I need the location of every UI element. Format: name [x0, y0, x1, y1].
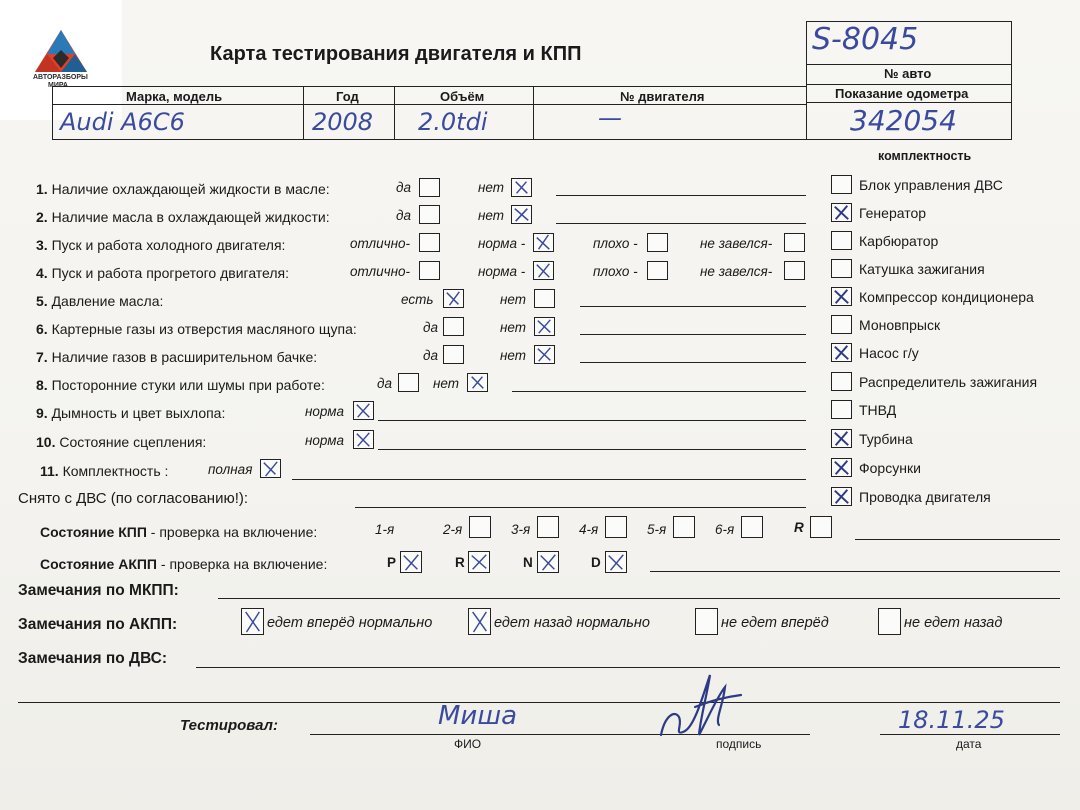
akpp-opt-3-box[interactable] [878, 608, 901, 635]
date-label: дата [956, 737, 982, 751]
q3-nostart-label: не завелся- [700, 236, 773, 251]
q4-bad-label: плохо - [593, 264, 638, 279]
q3-nostart-box[interactable] [784, 233, 805, 252]
akpp-opt-2-label: не едет вперёд [721, 615, 829, 631]
q4-bad-box[interactable] [647, 261, 668, 280]
q5-present-label: есть [401, 292, 434, 307]
akpp-suffix: - проверка на включение: [157, 556, 328, 572]
q10-label: Состояние сцепления: [59, 434, 207, 450]
q8-no-box[interactable] [467, 373, 488, 392]
gear-5-box[interactable] [673, 516, 695, 538]
q6-yes-box[interactable] [443, 317, 464, 336]
q7-num: 7. [36, 349, 48, 365]
comp-label-5: Моновпрыск [859, 317, 941, 333]
comp-check-7[interactable] [831, 372, 852, 391]
q11-full-label: полная [208, 462, 253, 477]
q1-yes-box[interactable] [419, 178, 440, 197]
date-value: 18.11.25 [898, 706, 1005, 734]
comp-label-2: Карбюратор [859, 233, 939, 249]
comp-label-6: Насос г/у [859, 345, 919, 361]
volume-value: 2.0tdi [418, 108, 488, 136]
q4-num: 4. [36, 265, 48, 281]
q5-num: 5. [36, 293, 48, 309]
completeness-title: комплектность [878, 149, 972, 163]
comp-label-1: Генератор [859, 205, 927, 221]
logo-text-2: МИРА [48, 82, 68, 89]
comp-label-7: Распределитель зажигания [859, 374, 1038, 390]
signature-icon [655, 665, 745, 745]
q11-full-box[interactable] [260, 459, 281, 478]
comp-label-3: Катушка зажигания [859, 261, 985, 277]
q1-no-label: нет [478, 180, 505, 195]
engine-no-value: — [598, 104, 622, 132]
gear-r-label: R [794, 520, 804, 535]
comp-label-0: Блок управления ДВС [859, 177, 1003, 193]
q2-no-box[interactable] [511, 205, 532, 224]
brand-value: Audi A6C6 [60, 108, 185, 136]
q7-yes-box[interactable] [443, 345, 464, 364]
gear-6-box[interactable] [741, 516, 763, 538]
q9-num: 9. [36, 405, 48, 421]
q6-no-label: нет [500, 320, 527, 335]
col-brand: Марка, модель [126, 89, 223, 104]
akpp-n-box[interactable] [537, 551, 559, 573]
comp-check-9[interactable] [831, 429, 852, 448]
q2-no-label: нет [478, 208, 505, 223]
akpp-opt-1-label: едет назад нормально [494, 615, 650, 631]
q2-yes-box[interactable] [419, 205, 440, 224]
logo-text-1: АВТОРАЗБОРЫ [33, 74, 88, 81]
col-engine-no: № двигателя [620, 89, 705, 104]
q6-num: 6. [36, 321, 48, 337]
q10-norm-box[interactable] [353, 430, 374, 449]
q7-no-label: нет [500, 348, 527, 363]
akpp-n-label: N [523, 555, 533, 570]
q8-no-label: нет [433, 376, 460, 391]
gear-4-box[interactable] [605, 516, 627, 538]
q3-bad-box[interactable] [647, 233, 668, 252]
comp-check-5[interactable] [831, 315, 852, 334]
q1-yes-label: да [396, 180, 411, 195]
q4-excellent-label: отлично- [350, 264, 410, 279]
comp-check-4[interactable] [831, 287, 852, 306]
q10-num: 10. [36, 434, 56, 450]
q7-yes-label: да [423, 348, 438, 363]
remarks-mkpp-label: Замечания по МКПП: [18, 582, 179, 599]
akpp-p-label: P [387, 555, 397, 570]
remarks-akpp-label: Замечания по АКПП: [18, 616, 178, 633]
gear-r-box[interactable] [810, 516, 832, 538]
gear-6-label: 6-я [715, 522, 735, 537]
q6-label: Картерные газы из отверстия масляного щупа: [51, 321, 357, 337]
akpp-opt-2-box[interactable] [695, 608, 718, 635]
q9-label: Дымность и цвет выхлопа: [51, 405, 226, 421]
q2-yes-label: да [396, 208, 411, 223]
q5-label: Давление масла: [51, 293, 164, 309]
q3-bad-label: плохо - [593, 236, 638, 251]
q10-norm-label: норма [305, 433, 345, 448]
akpp-label: Состояние АКПП [40, 556, 157, 572]
fio-label: ФИО [454, 737, 482, 751]
page-title: Карта тестирования двигателя и КПП [210, 43, 582, 65]
q3-excellent-label: отлично- [350, 236, 410, 251]
comp-label-9: Турбина [859, 431, 913, 447]
q4-normal-box[interactable] [533, 261, 554, 280]
q11-num: 11. [40, 463, 59, 479]
akpp-opt-1-box[interactable] [468, 608, 491, 635]
comp-label-10: Форсунки [859, 460, 921, 476]
q6-yes-label: да [423, 320, 438, 335]
q3-label: Пуск и работа холодного двигателя: [51, 237, 286, 253]
akpp-p-box[interactable] [400, 551, 422, 573]
akpp-r-box[interactable] [468, 551, 490, 573]
gear-4-label: 4-я [579, 522, 599, 537]
q1-num: 1. [36, 181, 48, 197]
akpp-opt-0-label: едет вперёд нормально [267, 615, 433, 631]
q1-no-box[interactable] [511, 178, 532, 197]
q3-excellent-box[interactable] [419, 233, 440, 252]
akpp-opt-3-label: не едет назад [904, 615, 1003, 631]
q4-excellent-box[interactable] [419, 261, 440, 280]
year-value: 2008 [312, 108, 374, 136]
q1-label: Наличие охлаждающей жидкости в масле: [51, 181, 330, 197]
gear-1-label: 1-я [375, 522, 395, 537]
comp-check-8[interactable] [831, 400, 852, 419]
q4-nostart-label: не завелся- [700, 264, 773, 279]
serial-number: S-8045 [812, 22, 919, 57]
q2-label: Наличие масла в охлаждающей жидкости: [51, 209, 330, 225]
q5-no-box[interactable] [534, 289, 555, 308]
col-year: Год [336, 89, 359, 104]
q5-present-box[interactable] [443, 289, 464, 308]
comp-check-10[interactable] [831, 458, 852, 477]
comp-check-2[interactable] [831, 231, 852, 250]
comp-label-11: Проводка двигателя [859, 489, 991, 505]
gear-2-box[interactable] [469, 516, 491, 538]
q5-no-label: нет [500, 292, 527, 307]
comp-check-3[interactable] [831, 259, 852, 278]
gear-3-box[interactable] [537, 516, 559, 538]
gear-3-label: 3-я [511, 522, 531, 537]
q4-label: Пуск и работа прогретого двигателя: [51, 265, 290, 281]
q8-label: Посторонние стуки или шумы при работе: [51, 377, 325, 393]
odometer-label: Показание одометра [835, 86, 969, 101]
sign-label: подпись [716, 737, 762, 751]
remarks-dvs-label: Замечания по ДВС: [18, 650, 168, 667]
col-volume: Объём [440, 89, 485, 104]
comp-label-4: Компрессор кондиционера [859, 289, 1034, 305]
q8-num: 8. [36, 377, 48, 393]
q7-no-box[interactable] [534, 345, 555, 364]
comp-check-6[interactable] [831, 343, 852, 362]
kpp-label: Состояние КПП [40, 524, 147, 540]
akpp-d-box[interactable] [605, 551, 627, 573]
q3-normal-label: норма - [478, 236, 526, 251]
gear-2-label: 2-я [443, 522, 463, 537]
q3-normal-box[interactable] [533, 233, 554, 252]
fio-value: Миша [438, 701, 518, 731]
comp-check-11[interactable] [831, 487, 852, 506]
q8-yes-label: да [377, 376, 392, 391]
kpp-suffix: - проверка на включение: [146, 524, 318, 540]
q9-norm-box[interactable] [353, 401, 374, 420]
q11-label: Комплектность : [62, 463, 169, 479]
q4-nostart-box[interactable] [784, 261, 805, 280]
akpp-d-label: D [591, 555, 601, 570]
comp-check-1[interactable] [831, 203, 852, 222]
akpp-opt-0-box[interactable] [241, 608, 264, 635]
q3-num: 3. [36, 237, 48, 253]
comp-label-8: ТНВД [859, 402, 897, 418]
odometer-value: 342054 [850, 104, 957, 137]
q9-norm-label: норма [305, 404, 345, 419]
q2-num: 2. [36, 209, 48, 225]
gear-5-label: 5-я [647, 522, 667, 537]
removed-label: Снято с ДВС (по согласованию!): [18, 490, 249, 507]
auto-no-label: № авто [884, 66, 932, 81]
comp-check-0[interactable] [831, 175, 852, 194]
tested-label: Тестировал: [180, 717, 278, 734]
akpp-r-label: R [455, 555, 465, 570]
q4-normal-label: норма - [478, 264, 526, 279]
q8-yes-box[interactable] [398, 373, 419, 392]
q7-label: Наличие газов в расширительном бачке: [51, 349, 318, 365]
logo-mark-icon [33, 28, 89, 74]
q6-no-box[interactable] [534, 317, 555, 336]
